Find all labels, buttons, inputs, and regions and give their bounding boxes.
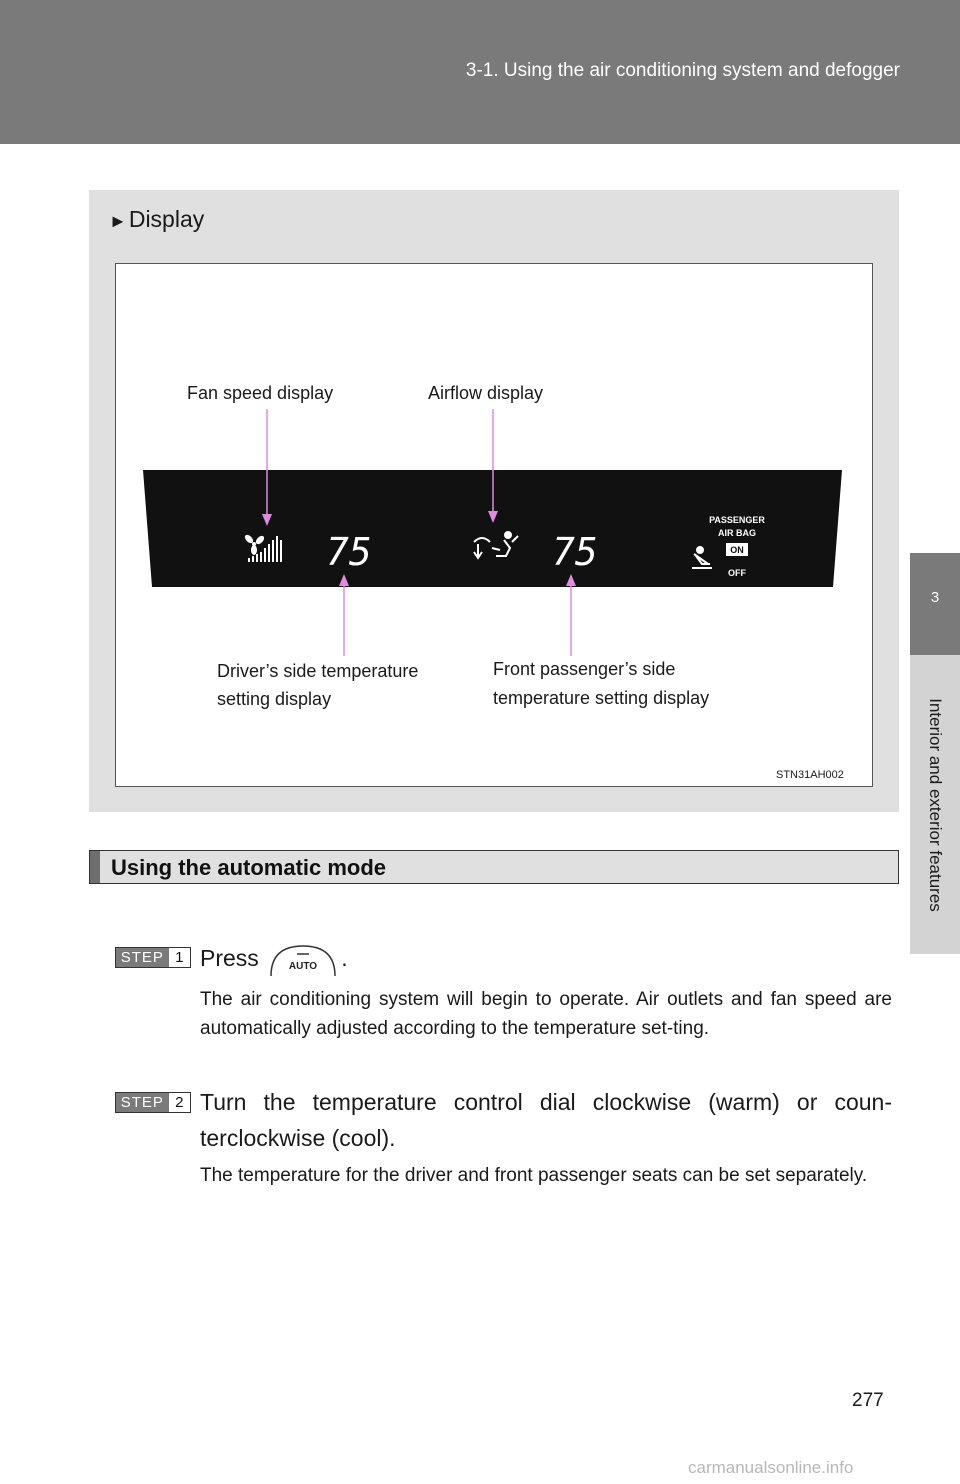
passenger-temperature-readout: 75 [552,530,598,574]
page-number: 277 [852,1390,884,1411]
section-heading: Using the automatic mode [111,855,387,880]
chapter-number: 3 [930,589,940,606]
airbag-off-label: OFF [728,568,746,578]
chapter-title: Interior and exterior features [926,698,945,912]
display-caption [109,206,204,233]
display-caption-text: Display [128,206,205,232]
airbag-label-line1: PASSENGER [709,515,765,525]
heading-accent [90,851,100,883]
step-1-note: The air conditioning system will begin to operate. Air outlets and fan speed are automatically adjusted according to the temperature set-ting. [200,989,892,1039]
step-2-badge-word: STEP [120,1094,164,1111]
fan-speed-callout: Fan speed display [187,383,334,403]
display-section [89,190,899,812]
header-band [0,0,960,144]
driver-temp-callout-line2: setting display [217,689,332,709]
chapter-tab[interactable] [910,553,960,655]
step-1-badge-word: STEP [120,949,164,966]
pointer-triangle-icon: ► [109,211,127,231]
breadcrumb: 3-1. Using the air conditioning system and defogger [465,60,900,81]
display-figure [115,263,873,787]
chapter-strip [910,655,960,954]
step-2-note: The temperature for the driver and front passenger seats can be set separately. [200,1165,868,1186]
display-illustration [116,264,872,786]
driver-temperature-readout: 75 [326,530,372,574]
section-heading-bar [89,850,899,884]
airflow-callout: Airflow display [428,383,544,403]
step-2-badge-number: 2 [169,1093,190,1112]
passenger-temp-callout-line2: temperature setting display [493,688,710,708]
step-1-text-before: Press [200,945,259,971]
step-1-text-after: . [341,945,348,971]
step-1-badge-number: 1 [169,948,190,967]
step-1-instruction [200,940,348,978]
auto-button-label: AUTO [289,960,318,972]
airbag-label-line2: AIR BAG [718,528,756,538]
step-2-instruction: Turn the temperature control dial clockwise (warm) or coun-terclockwise (cool). [200,1089,892,1151]
airbag-on-label: ON [730,545,744,555]
auto-button-icon[interactable] [267,942,339,978]
step-1-badge [115,947,191,968]
figure-code: STN31AH002 [776,769,844,781]
watermark: carmanualsonline.info [688,1458,854,1477]
passenger-temp-callout-line1: Front passenger’s side [493,659,676,679]
step-2-badge [115,1092,191,1113]
driver-temp-callout-line1: Driver’s side temperature [217,661,419,681]
